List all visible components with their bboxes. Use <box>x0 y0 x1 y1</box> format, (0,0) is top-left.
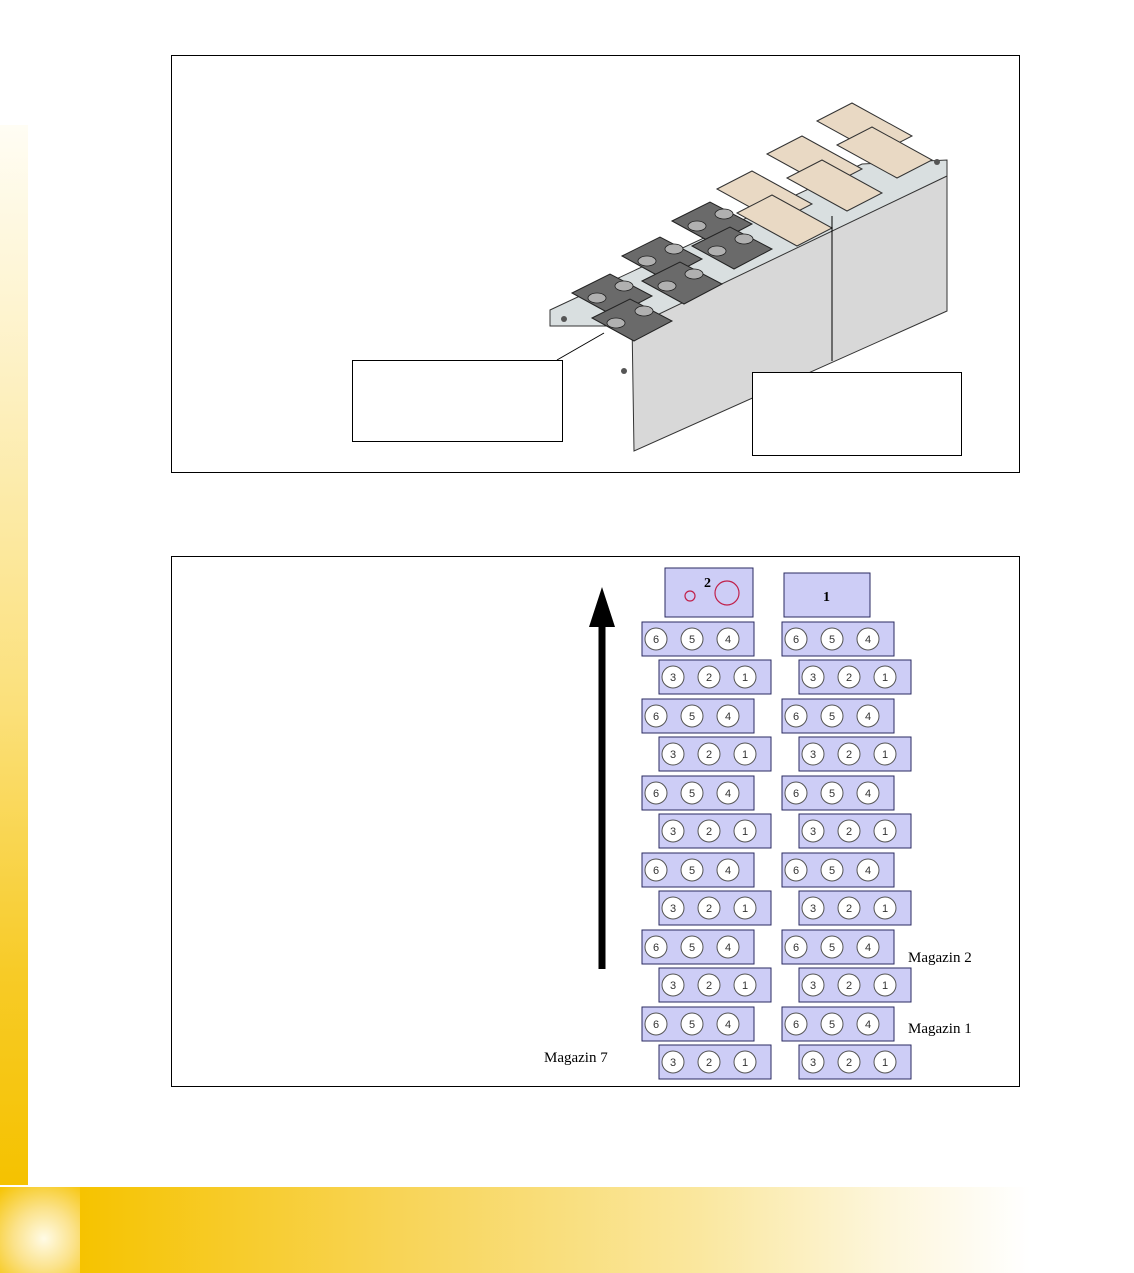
slot-position-number: 5 <box>828 942 836 954</box>
slot-position-number: 6 <box>652 1019 660 1031</box>
slot-position-number: 3 <box>669 672 677 684</box>
slot-position-number: 1 <box>741 980 749 992</box>
slot-position-number: 1 <box>881 903 889 915</box>
slot-position-number: 4 <box>724 865 732 877</box>
slot-position-number: 6 <box>792 865 800 877</box>
slot-position-number: 5 <box>828 711 836 723</box>
slot-position-number: 4 <box>724 1019 732 1031</box>
slot-position-number: 4 <box>724 634 732 646</box>
slot-position-number: 4 <box>864 865 872 877</box>
slot-position-number: 3 <box>809 826 817 838</box>
slot-position-number: 2 <box>705 1057 713 1069</box>
slot-position-number: 2 <box>705 749 713 761</box>
slot-position-number: 2 <box>705 672 713 684</box>
slot-position-number: 2 <box>845 672 853 684</box>
slot-position-number: 4 <box>864 1019 872 1031</box>
header-block-1-label: 1 <box>823 590 830 605</box>
slot-position-number: 2 <box>705 826 713 838</box>
callout-box-left <box>352 360 563 442</box>
slot-position-number: 6 <box>792 634 800 646</box>
slot-position-number: 2 <box>705 903 713 915</box>
header-block-2-label: 2 <box>704 576 711 591</box>
slot-position-number: 1 <box>741 749 749 761</box>
slot-position-number: 6 <box>792 711 800 723</box>
slot-position-number: 6 <box>652 788 660 800</box>
slot-position-number: 3 <box>809 749 817 761</box>
slot-position-number: 3 <box>809 980 817 992</box>
slot-position-number: 5 <box>688 942 696 954</box>
slot-position-number: 2 <box>845 826 853 838</box>
bottom-decorative-band <box>80 1187 1030 1273</box>
slot-position-number: 2 <box>845 1057 853 1069</box>
slot-position-number: 4 <box>724 942 732 954</box>
magazin-7-label: Magazin 7 <box>544 1050 608 1066</box>
slot-position-number: 3 <box>809 903 817 915</box>
mount-hole <box>934 159 940 165</box>
slot-position-number: 3 <box>669 980 677 992</box>
slot-position-number: 2 <box>705 980 713 992</box>
slot-position-number: 5 <box>688 1019 696 1031</box>
slot-position-number: 3 <box>809 1057 817 1069</box>
slot-position-number: 6 <box>652 865 660 877</box>
slot-position-number: 1 <box>741 1057 749 1069</box>
slot-position-number: 3 <box>669 903 677 915</box>
slot-position-number: 4 <box>724 711 732 723</box>
mount-hole <box>621 368 627 374</box>
slot-position-number: 3 <box>669 749 677 761</box>
slot-position-number: 4 <box>724 788 732 800</box>
slot-position-number: 4 <box>864 788 872 800</box>
magazin-1-label: Magazin 1 <box>908 1021 972 1037</box>
slot-position-number: 4 <box>864 711 872 723</box>
slot-position-number: 4 <box>864 942 872 954</box>
slot-position-number: 1 <box>881 672 889 684</box>
slot-position-number: 5 <box>828 865 836 877</box>
slot-position-number: 1 <box>881 749 889 761</box>
magazine-base-illustration-panel <box>171 55 1020 473</box>
slot-position-number: 1 <box>741 672 749 684</box>
slot-position-number: 6 <box>652 634 660 646</box>
slot-position-number: 5 <box>688 711 696 723</box>
slot-position-number: 3 <box>669 826 677 838</box>
magazin-2-label: Magazin 2 <box>908 950 972 966</box>
slot-position-number: 2 <box>845 980 853 992</box>
left-decorative-band <box>0 125 28 1185</box>
slot-position-number: 5 <box>828 1019 836 1031</box>
slot-position-number: 5 <box>828 634 836 646</box>
slot-position-number: 1 <box>741 826 749 838</box>
magazine-layout-panel <box>171 556 1020 1087</box>
slot-position-number: 3 <box>809 672 817 684</box>
slot-position-number: 2 <box>845 749 853 761</box>
slot-position-number: 6 <box>652 942 660 954</box>
leader-line-left <box>557 333 604 360</box>
slot-position-number: 2 <box>845 903 853 915</box>
slot-position-number: 5 <box>688 865 696 877</box>
slot-position-number: 6 <box>792 1019 800 1031</box>
slot-position-number: 3 <box>669 1057 677 1069</box>
callout-box-right <box>752 372 962 456</box>
slot-position-number: 6 <box>652 711 660 723</box>
slot-position-number: 5 <box>688 788 696 800</box>
slot-position-number: 1 <box>741 903 749 915</box>
magazine-slots <box>642 622 911 1079</box>
slot-position-number: 4 <box>864 634 872 646</box>
slot-position-number: 1 <box>881 980 889 992</box>
slot-position-number: 6 <box>792 942 800 954</box>
corner-decoration <box>0 1187 80 1273</box>
direction-arrow-head <box>589 587 615 627</box>
slot-position-number: 5 <box>828 788 836 800</box>
slot-position-number: 6 <box>792 788 800 800</box>
magazine-layout-drawing <box>172 557 1021 1088</box>
slot-position-number: 1 <box>881 1057 889 1069</box>
mount-hole <box>561 316 567 322</box>
slot-position-number: 1 <box>881 826 889 838</box>
slot-position-number: 5 <box>688 634 696 646</box>
